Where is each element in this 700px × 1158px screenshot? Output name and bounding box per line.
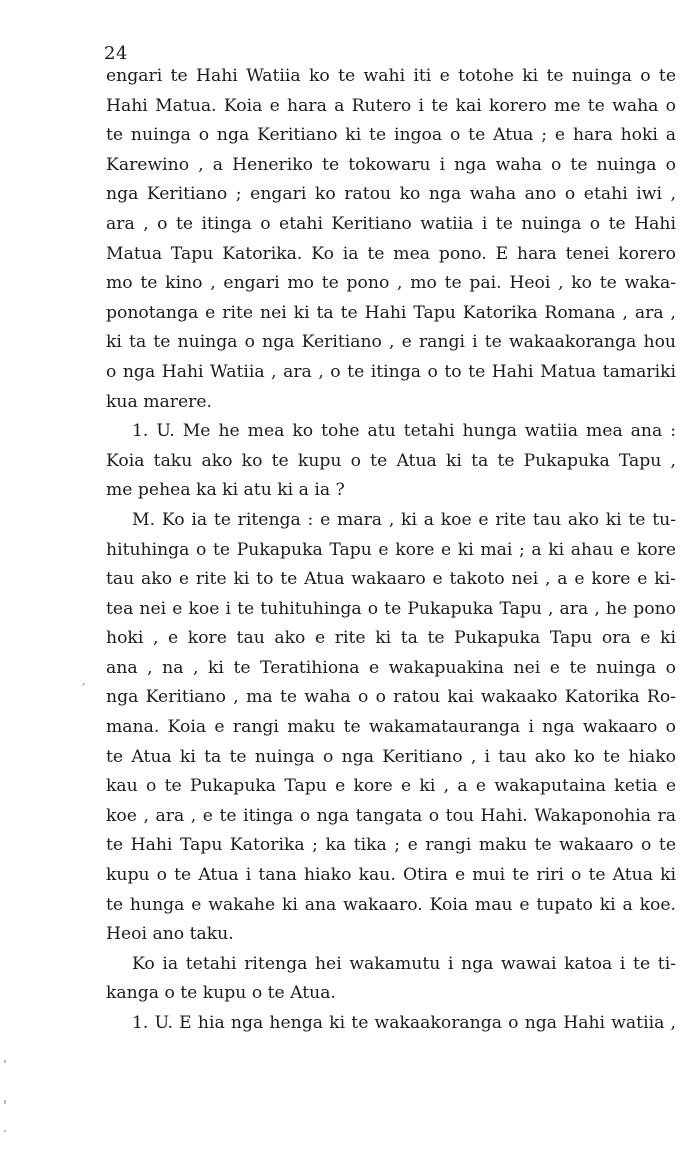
text-line: te Hahi Tapu Katorika ; ka tika ; e rangi maku te wakaaro o te [106, 835, 676, 856]
edge-speck [4, 1130, 6, 1132]
text-line: Karewino , a Heneriko te tokowaru i nga waha o te nuinga o [106, 154, 676, 175]
text-line: Koia taku ako ko te kupu o te Atua ki ta te Pukapuka Tapu , [106, 450, 676, 471]
text-line: ponotanga e rite nei ki ta te Hahi Tapu Katorika Romana , ara , [106, 302, 676, 323]
text-line: tea nei e koe i te tuhituhinga o te Pukapuka Tapu , ara , he pono [106, 598, 676, 619]
text-line: kanga o te kupu o te Atua. [106, 983, 336, 1004]
text-line: kua marere. [106, 391, 212, 412]
text-line: o nga Hahi Watiia , ara , o te itinga o to te Hahi Matua tamariki [106, 361, 676, 382]
body-text [106, 62, 676, 1039]
text-line: M. Ko ia te ritenga : e mara , ki a koe e rite tau ako ki te tu- [132, 509, 676, 530]
text-line: 1. U. Me he mea ko tohe atu tetahi hunga watiia mea ana : [132, 421, 676, 442]
text-line: hoki , e kore tau ako e rite ki ta te Pukapuka Tapu ora e ki [106, 628, 676, 649]
text-line: ana , na , ki te Teratihiona e wakapuakina nei e te nuinga o [106, 657, 676, 678]
edge-speck [4, 1060, 6, 1063]
text-line: koe , ara , e te itinga o nga tangata o tou Hahi. Wakaponohia ra [106, 805, 676, 826]
text-line: te nuinga o nga Keritiano ki te ingoa o te Atua ; e hara hoki a [106, 125, 676, 146]
text-line: te hunga e wakahe ki ana wakaaro. Koia mau e tupato ki a koe. [106, 894, 676, 915]
text-line: mo te kino , engari mo te pono , mo te pai. Heoi , ko te waka- [106, 273, 676, 294]
text-line: nga Keritiano ; engari ko ratou ko nga waha ano o etahi iwi , [106, 184, 676, 205]
text-line: engari te Hahi Watiia ko te wahi iti e totohe ki te nuinga o te [106, 66, 676, 86]
text-line: Hahi Matua. Koia e hara a Rutero i te kai korero me te waha o [106, 95, 676, 116]
text-line: mana. Koia e rangi maku te wakamatauranga i nga wakaaro o [106, 717, 676, 738]
text-line: me pehea ka ki atu ki a ia ? [106, 480, 345, 501]
text-line: ara , o te itinga o etahi Keritiano watiia i te nuinga o te Hahi [106, 213, 676, 234]
text-line: Matua Tapu Katorika. Ko ia te mea pono. E hara tenei korero [106, 243, 676, 264]
text-line: hituhinga o te Pukapuka Tapu e kore e ki mai ; a ki ahau e kore [106, 539, 676, 560]
text-line: 1. U. E hia nga henga ki te wakaakoranga o nga Hahi watiia , [132, 1013, 676, 1033]
text-line: tau ako e rite ki to te Atua wakaaro e takoto nei , a e kore e ki- [106, 569, 676, 590]
edge-speck [4, 1100, 6, 1104]
text-line: kupu o te Atua i tana hiako kau. Otira e mui te riri o te Atua ki [106, 865, 676, 886]
page-number: 24 [104, 43, 128, 64]
text-line: te Atua ki ta te nuinga o nga Keritiano , i tau ako ko te hiako [106, 746, 676, 767]
text-line: nga Keritiano , ma te waha o o ratou kai wakaako Katorika Ro- [106, 687, 676, 708]
text-line: kau o te Pukapuka Tapu e kore e ki , a e wakaputaina ketia e [106, 776, 676, 797]
text-line: Heoi ano taku. [106, 924, 234, 945]
text-line: ki ta te nuinga o nga Keritiano , e rangi i te wakaakoranga hou [106, 332, 676, 353]
text-line: Ko ia tetahi ritenga hei wakamutu i nga wawai katoa i te ti- [132, 953, 676, 974]
